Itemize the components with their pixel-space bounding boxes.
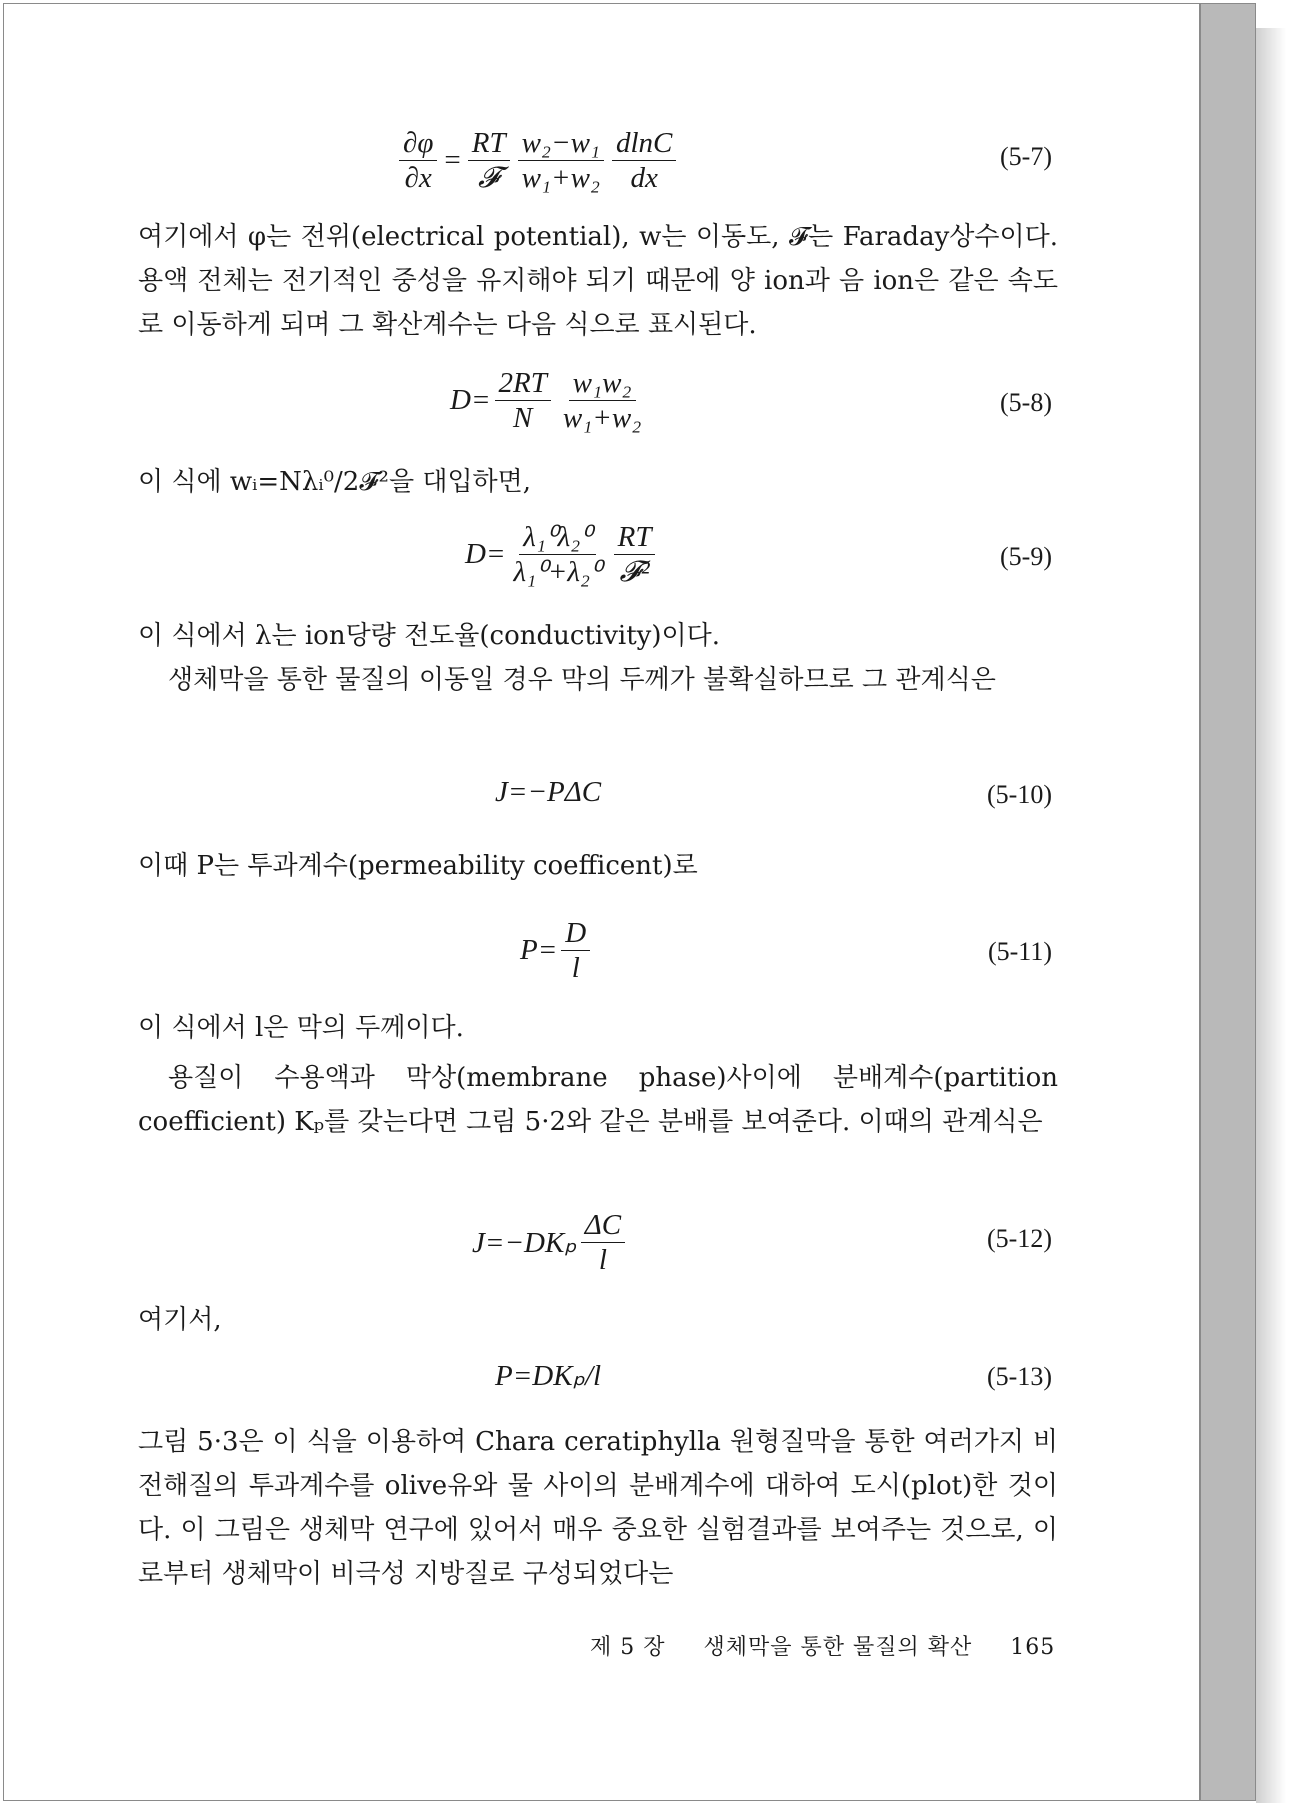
equation-lhs: J=−DKₚ (472, 1227, 577, 1260)
denominator: 𝓕 (477, 162, 500, 195)
fraction-d-l (561, 918, 590, 984)
numerator: ∂φ (399, 128, 437, 161)
fraction-dlnc-dx (612, 128, 676, 194)
equation-number-5-7: (5-7) (1000, 142, 1052, 171)
footer-chapter: 제 5 장 (590, 1635, 666, 1660)
equals-sign: = (444, 144, 461, 177)
paragraph-6: 이 식에서 l은 막의 두께이다. (138, 1013, 464, 1043)
fraction-mobility (518, 128, 604, 194)
equation-lhs: D= (450, 384, 491, 417)
equation-5-12 (472, 1210, 629, 1276)
page-number: 165 (1010, 1635, 1056, 1660)
page-shadow (1256, 28, 1286, 1803)
denominator: dx (630, 162, 658, 195)
paragraph-3: 이 식에서 λ는 ion당량 전도율(conductivity)이다. (138, 621, 721, 651)
equation-number-5-11: (5-11) (987, 937, 1052, 966)
fraction-rt-f2 (614, 522, 656, 588)
paragraph-9: 그림 5·3은 이 식을 이용하여 Chara ceratiphylla 원형질막을 통한 여러가지 비전해질의 투과계수를 olive유와 물 사이의 분배계수에 대하여 도시(plot)한 것이다. 이 그림은 생체막 연구에 있어서 매우 중요한 실험결과를 보여주는 것으로, 이로부터 생체막이 비극성 지방질로 구성되었다는 (138, 1427, 1058, 1589)
equation-number-5-12: (5-12) (987, 1224, 1052, 1253)
fraction-dc-l (581, 1210, 625, 1276)
equation-expression: J=−PΔC (495, 776, 602, 808)
equation-5-8 (450, 368, 649, 434)
denominator: λ₁⁰+λ₂⁰ (513, 556, 602, 589)
fraction-rt-f (468, 128, 510, 194)
fraction-dphi-dx (399, 128, 437, 194)
paragraph-4: 생체막을 통한 물질의 이동일 경우 막의 두께가 불확실하므로 그 관계식은 (168, 665, 996, 695)
numerator: RT (468, 128, 510, 161)
denominator: w₁+w₂ (521, 162, 600, 195)
paragraph-7: 용질이 수용액과 막상(membrane phase)사이에 분배계수(partition coefficient) Kₚ를 갖는다면 그림 5·2와 같은 분배를 보여준다. 이때의 관계식은 (138, 1063, 1058, 1137)
equation-expression: P=DKₚ/l (495, 1360, 602, 1392)
paragraph-2: 이 식에 wᵢ=Nλᵢ⁰/2𝓕²을 대입하면, (138, 467, 532, 497)
denominator: 𝓕² (619, 556, 650, 589)
numerator: RT (614, 522, 656, 555)
equation-number-5-10: (5-10) (987, 780, 1052, 809)
paragraph-5: 이때 P는 투과계수(permeability coefficent)로 (138, 851, 698, 881)
denominator: ∂x (404, 162, 432, 195)
denominator: w₁+w₂ (562, 402, 642, 435)
equation-5-13 (495, 1358, 601, 1393)
fraction-2rt-n (495, 368, 551, 434)
paragraph-1: 여기에서 φ는 전위(electrical potential), w는 이동도, 𝓕는 Faraday상수이다. 용액 전체는 전기적인 중성을 유지해야 되기 때문에 양 ion과 음 ion은 같은 속도로 이동하게 되며 그 확산계수는 다음 식으로 표시된다. (138, 222, 1058, 340)
fraction-w1w2 (559, 368, 645, 434)
equation-5-11 (520, 918, 594, 984)
equation-5-7 (395, 128, 680, 194)
equation-5-9 (465, 522, 659, 588)
footer-title: 생체막을 통한 물질의 확산 (703, 1635, 973, 1660)
denominator: l (598, 1244, 607, 1277)
book-spine (1200, 3, 1256, 1801)
denominator: N (513, 402, 533, 435)
numerator: dlnC (612, 128, 676, 161)
equation-number-5-13: (5-13) (987, 1362, 1052, 1391)
page-footer (590, 1630, 1055, 1661)
equation-number-5-8: (5-8) (1000, 388, 1052, 417)
denominator: l (571, 952, 580, 985)
equation-number-5-9: (5-9) (1000, 542, 1052, 571)
numerator: 2RT (495, 368, 551, 401)
paragraph-8: 여기서, (138, 1305, 222, 1335)
equation-lhs: P= (520, 934, 558, 967)
numerator: λ₁⁰λ₂⁰ (519, 522, 596, 555)
numerator: w₁w₂ (569, 368, 636, 401)
equation-lhs: D= (465, 538, 506, 571)
numerator: w₂−w₁ (518, 128, 604, 161)
equation-5-10 (495, 776, 601, 809)
fraction-lambda (510, 522, 606, 588)
numerator: D (561, 918, 590, 951)
numerator: ΔC (581, 1210, 625, 1243)
